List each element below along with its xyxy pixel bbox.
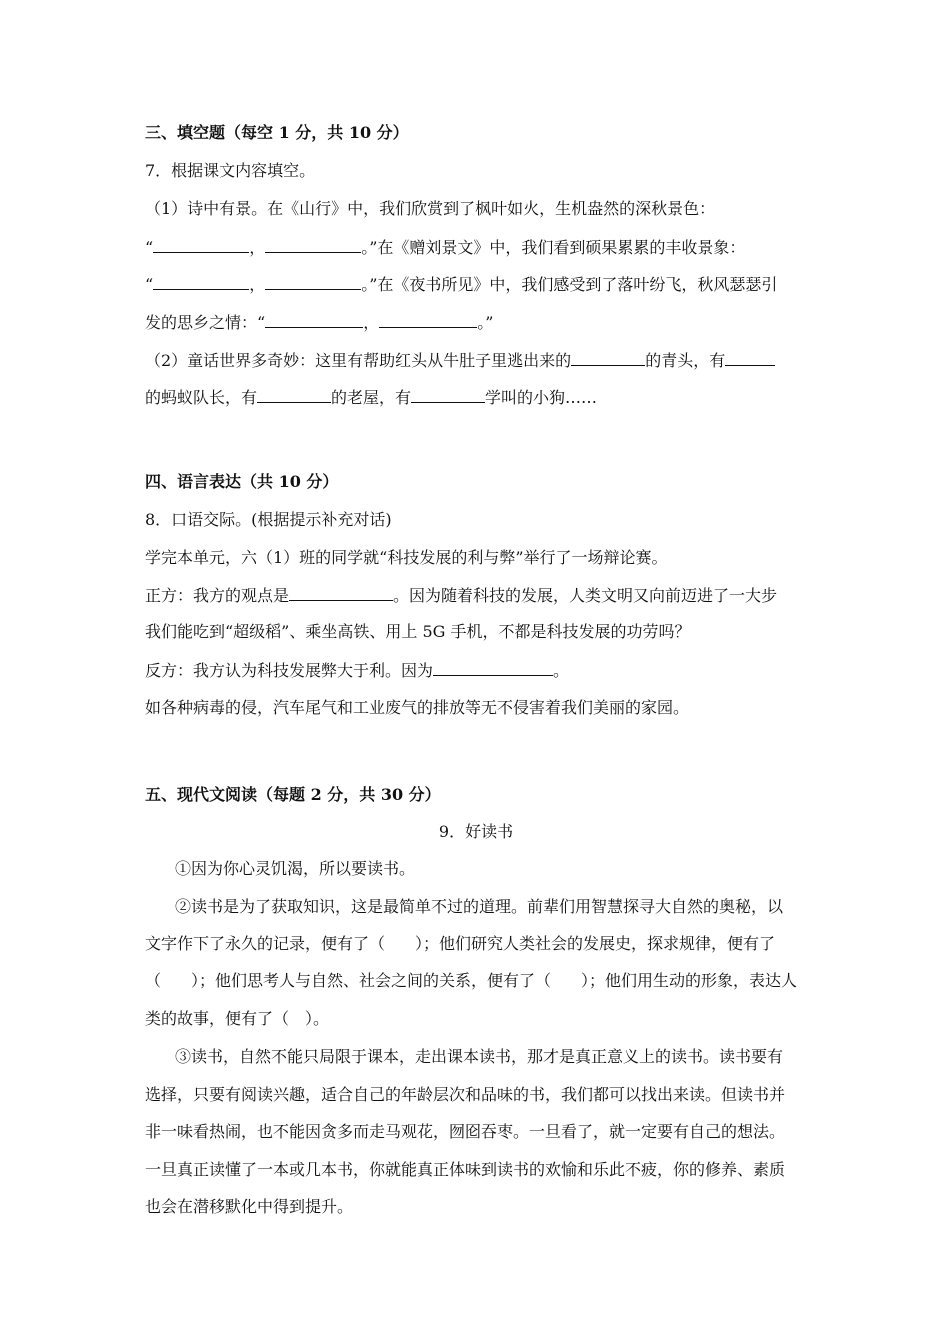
passage-p2-line4: 类的故事，便有了（ ）。 <box>145 1009 330 1028</box>
q7-p1-line2: “ ， 。”在《赠刘景文》中，我们看到硕果累累的丰收景象： <box>145 238 746 257</box>
passage-p3-line3: 非一味看热闹，也不能因贪多而走马观花，囫囵吞枣。一旦看了，就一定要有自己的想法。 <box>145 1122 786 1141</box>
q7-p1-line1: （1）诗中有景。在《山行》中，我们欣赏到了枫叶如火，生机盎然的深秋景色： <box>145 199 716 218</box>
fill-blank[interactable] <box>257 387 331 403</box>
fill-blank[interactable] <box>265 237 361 253</box>
q7-p2-line2: 的蚂蚁队长，有 的老屋，有 学叫的小狗…… <box>145 388 598 407</box>
q7-p1-line3: “ ， 。”在《夜书所见》中，我们感受到了落叶纷飞，秋风瑟瑟引 <box>145 275 778 294</box>
section3-heading: 三、填空题（每空 1 分，共 10 分） <box>145 123 409 142</box>
q7-p2-line1: （2）童话世界多奇妙：这里有帮助红头从牛肚子里逃出来的 的青头，有 <box>145 350 775 371</box>
passage-p2-line2: 文字作下了永久的记录，便有了（ ）；他们研究人类社会的发展史，探求规律，便有了 <box>145 934 776 953</box>
fill-blank[interactable] <box>725 350 775 366</box>
passage-title: 9．好读书 <box>438 822 514 841</box>
fill-blank[interactable] <box>411 387 485 403</box>
section4-heading: 四、语言表达（共 10 分） <box>145 472 339 491</box>
q8-intro: 8．口语交际。(根据提示补充对话) <box>145 510 392 529</box>
fill-blank[interactable] <box>153 237 249 253</box>
passage-p3-line4: 一旦真正读懂了一本或几本书，你就能真正体味到读书的欢愉和乐此不疲，你的修养、素质 <box>145 1160 786 1179</box>
passage-p1: ①因为你心灵饥渴，所以要读书。 <box>175 859 416 878</box>
fill-blank[interactable] <box>571 350 645 366</box>
q7-intro: 7．根据课文内容填空。 <box>145 161 316 180</box>
passage-p3-line1: ③读书，自然不能只局限于课本，走出课本读书，那才是真正意义上的读书。读书要有 <box>175 1047 784 1066</box>
passage-p2-line1: ②读书是为了获取知识，这是最简单不过的道理。前辈们用智慧探寻大自然的奥秘，以 <box>175 897 784 916</box>
passage-p3-line2: 选择，只要有阅读兴趣，适合自己的年龄层次和品味的书，我们都可以找出来读。但读书并 <box>145 1085 786 1104</box>
fill-blank[interactable] <box>153 274 249 290</box>
q8-line4: 反方：我方认为科技发展弊大于利。因为 。 <box>145 661 570 680</box>
fill-blank[interactable] <box>265 312 363 328</box>
fill-blank[interactable] <box>379 312 477 328</box>
q8-line2: 正方：我方的观点是 。因为随着科技的发展，人类文明又向前迈进了一大步 <box>145 586 778 605</box>
passage-p3-line5: 也会在潜移默化中得到提升。 <box>145 1197 354 1216</box>
passage-p2-line3: （ ）；他们思考人与自然、社会之间的关系，便有了（ ）；他们用生动的形象，表达人 <box>145 971 798 990</box>
fill-blank[interactable] <box>265 274 361 290</box>
q8-line3: 我们能吃到“超级稻”、乘坐高铁、用上 5G 手机，不都是科技发展的功劳吗？ <box>145 622 691 641</box>
exam-page <box>145 0 807 1344</box>
q8-line1: 学完本单元，六（1）班的同学就“科技发展的利与弊”举行了一场辩论赛。 <box>145 548 668 567</box>
q7-p1-line4: 发的思乡之情：“ ， 。” <box>145 313 494 332</box>
q8-line5: 如各种病毒的侵，汽车尾气和工业废气的排放等无不侵害着我们美丽的家园。 <box>145 698 690 717</box>
fill-blank[interactable] <box>289 585 393 601</box>
fill-blank[interactable] <box>433 660 553 676</box>
section5-heading: 五、现代文阅读（每题 2 分，共 30 分） <box>145 785 441 804</box>
